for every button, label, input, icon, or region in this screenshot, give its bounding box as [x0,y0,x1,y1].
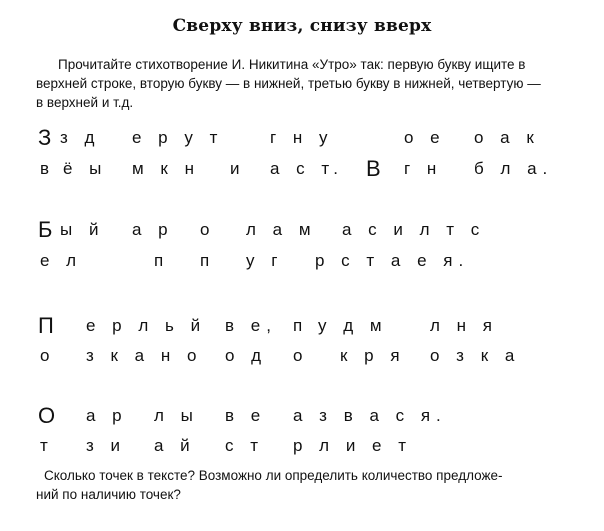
letter-group: а й [154,436,196,455]
letter-group: ы й [60,220,105,239]
letter-group: п [200,251,216,270]
letter-group: и [230,159,246,178]
letter-group: П [38,313,54,338]
letter-group: л а м [246,220,317,239]
letter-group: а р [86,406,128,425]
puzzle-row [0,432,604,460]
instructions-line: Прочитайте стихотворение И. Никитина «Утро» так: первую букву ищите в [58,57,526,72]
letter-group: в [40,159,56,178]
puzzle-row [0,247,604,275]
letter-group: у г [246,251,284,270]
page-title: Сверху вниз, снизу вверх [172,16,432,36]
letter-group: о е [404,128,446,147]
letter-group: а с и л т с [342,220,486,239]
letter-group: О [38,403,56,428]
letter-group: г н [404,159,443,178]
puzzle-row [0,124,604,152]
puzzle-row [0,312,604,340]
question-line: Сколько точек в тексте? Возможно ли определить количество предложе- [44,468,503,483]
letter-group: з к а н о [86,346,203,365]
letter-group: е р л ь й [86,316,207,335]
letter-group: с т [225,436,265,455]
puzzle-row [0,342,604,370]
letter-group: В [366,156,381,181]
letter-group: о з к а [430,346,521,365]
letter-group: е л [40,251,83,270]
instructions-line: верхней строке, вторую букву — в нижней, третью букву в нижней, четвертую — [36,76,541,91]
instructions-text [36,55,576,112]
letter-group: в е [225,406,267,425]
puzzle-row [0,155,604,183]
letter-group: г н у [270,128,334,147]
letter-group: з д [60,128,101,147]
letter-group: р с т а е я. [315,251,470,270]
letter-group: о д [225,346,268,365]
letter-group: т [40,436,54,455]
letter-group: к р я [340,346,406,365]
letter-group: л ы [154,406,199,425]
puzzle-row [0,402,604,430]
question-line: ний по наличию точек? [36,487,181,502]
letter-group: в е, [225,316,277,335]
letter-group: м к н [132,159,200,178]
letter-group: е р у т [132,128,224,147]
letter-group: з и [86,436,127,455]
puzzle-row [0,216,604,244]
letter-group: о [40,346,56,365]
question-text [36,466,596,504]
letter-group: ё ы [63,159,108,178]
letter-group: л н я [430,316,498,335]
letter-group: у д м [318,316,388,335]
letter-group: о [200,220,216,239]
letter-group: б л а. [474,159,554,178]
letter-group: З [38,125,52,150]
letter-group: а р [132,220,174,239]
letter-group: а з в а с я. [293,406,447,425]
letter-group: п [293,316,309,335]
instructions-line: в верхней и т.д. [36,95,134,110]
letter-group: о [293,346,309,365]
letter-group: п [154,251,170,270]
letter-group: Б [38,217,53,242]
letter-group: о а к [474,128,540,147]
letter-group: р л и е т [293,436,413,455]
letter-group: а с т. [270,159,345,178]
